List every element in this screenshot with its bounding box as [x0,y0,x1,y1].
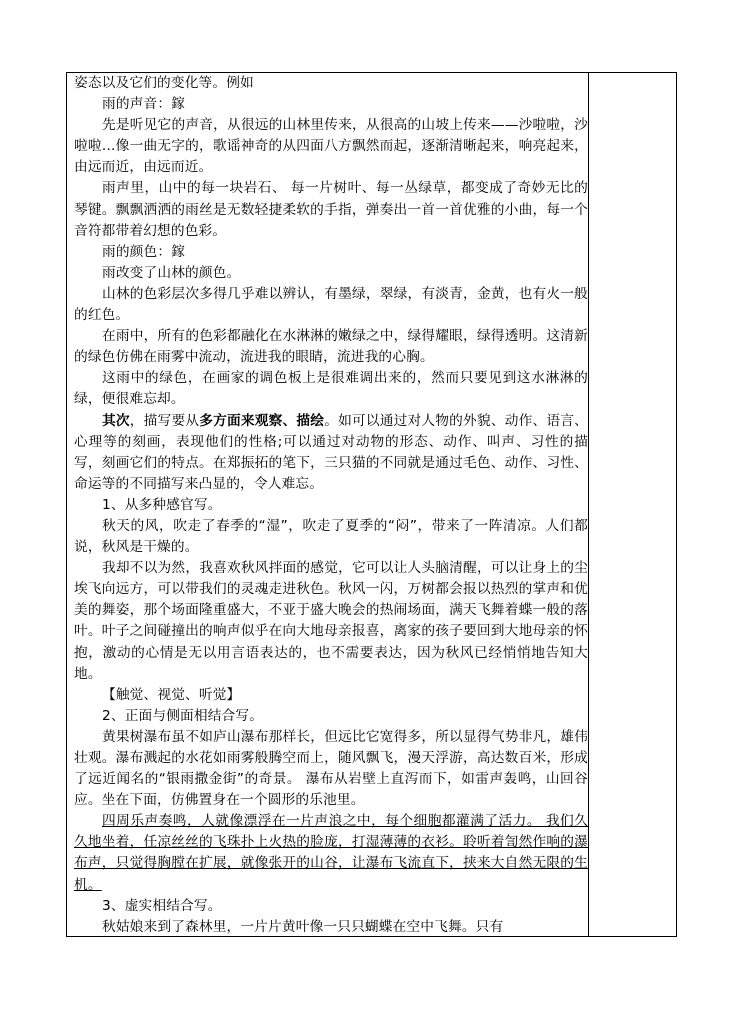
paragraph: 我却不以为然，我喜欢秋风拌面的感觉，它可以让人头脑清醒，可以让身上的尘埃飞向远方，可以带我们的灵魂走进秋色。秋风一闪，万树都会报以热烈的掌声和优美的舞姿，那个场面隆重盛大，不亚于盛大晚会的热闹场面，满天飞舞着蝶一般的落叶。叶子之间碰撞出的响声似乎在向大地母亲报喜，离家的孩子要回到大地母亲的怀抱，激动的心情是无以用言语表达的，也不需要表达，因为秋风已经悄悄地告知大地。 [74,560,588,682]
section-heading: 2、正面与侧面相结合写。 [102,707,264,724]
paragraph: 雨改变了山林的颜色。 [102,264,241,281]
text-run: ，描写要从 [129,412,200,429]
empty-cell [589,73,676,936]
content-table [66,72,677,937]
paragraph: 雨声里，山中的每一块岩石、 每一片树叶、每一丛绿草，都变成了奇妙无比的琴键。飘飘洒洒的雨丝是无数轻捷柔软的手指，弹奏出一首一首优雅的小曲，每一个音符都带着幻想的色彩。 [74,180,588,239]
paragraph: 这雨中的绿色，在画家的调色板上是很难调出来的，然而只要见到这水淋淋的绿，便很难忘却。 [74,370,588,408]
paragraph: 雨的声音：鎵 [102,96,186,113]
paragraph: 在雨中，所有的色彩都融化在水淋淋的嫩绿之中，绿得耀眼，绿得透明。这清新的绿色仿佛在雨雾中流动，流进我的眼睛，流进我的心胸。 [74,328,588,366]
underlined-paragraph: 四周乐声奏鸣，人就像漂浮在一片声浪之中，每个细胞都灌满了活力。 我们久久地坐着，任凉丝丝的飞珠扑上火热的脸庞，打湿薄薄的衣衫。聆听着訇然作响的瀑布声，只觉得胸膛在扩展，就像张开的山谷，让瀑布飞流直下，挟来大自然无限的生机。 [74,813,588,893]
section-heading: 3、虚实相结合写。 [102,897,222,914]
paragraph: 山林的色彩层次多得几乎难以辨认，有墨绿，翠绿，有淡青，金黄，也有火一般的红色。 [74,285,588,324]
bold-phrase: 其次 [102,412,130,429]
text-cell [67,73,588,936]
senses-note: 【触觉、视觉、听觉】 [102,686,241,703]
paragraph: 雨的颜色：鎵 [102,243,186,260]
bold-phrase: 多方面来观察、描绘 [199,412,325,429]
paragraph: 秋天的风，吹走了春季的“湿”，吹走了夏季的“闷”，带来了一阵清凉。人们都说，秋风是干燥的。 [74,517,588,556]
paragraph: 先是听见它的声音，从很远的山林里传来，从很高的山坡上传来——沙啦啦，沙啦啦…像一曲无字的，歌谣神奇的从四面八方飘然而起，逐渐清晰起来，响亮起来，由远而近，由远而近。 [74,117,588,176]
section-heading: 1、从多种感官写。 [102,496,222,513]
paragraph-secondly [74,411,588,495]
paragraph: 黄果树瀑布虽不如庐山瀑布那样长，但远比它宽得多，所以显得气势非凡，雄伟壮观。瀑布溅起的水花如雨雾般腾空而上，随风飘飞，漫天浮游，高达数百米，形成了远近闻名的“银雨撒金街”的奇景。 瀑布从岩壁上直泻而下，如雷声轰鸣，山回谷应。坐在下面，仿佛置身在一个圆形的乐池里。 [74,728,588,809]
paragraph: 秋姑娘来到了森林里，一片片黄叶像一只只蝴蝶在空中飞舞。只有 [102,918,504,935]
text-run: 。如可以通过对人物的外貌、动作、语言、心理等的刻画，表现他们的性格;可以通过对动物的形态、动作、叫声、习性的描写，刻画它们的特点。在郑振拓的笔下，三只猫的不同就是通过毛色、动作、习性、命运等的不同描写来凸显的，令人难忘。 [74,412,588,492]
paragraph: 姿态以及它们的变化等。例如 [74,75,254,91]
